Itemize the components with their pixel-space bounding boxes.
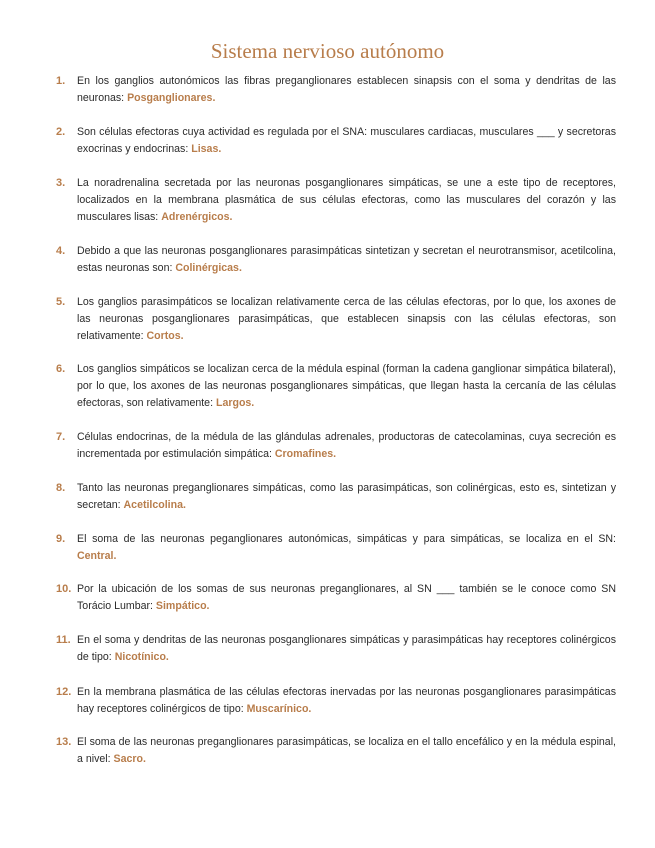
question-text: Células endocrinas, de la médula de las glándulas adrenales, productoras de catecolaminas, cuya secreción es incrementada por estimulación simpática: bbox=[77, 431, 616, 460]
question-text: Por la ubicación de los somas de sus neuronas preganglionares, al SN ___ también se le conoce como SN Torácio Lumbar: bbox=[77, 583, 616, 612]
answer-text: Cortos. bbox=[146, 330, 184, 342]
list-item bbox=[56, 294, 616, 345]
answer-text: Acetilcolina. bbox=[123, 499, 186, 511]
list-item bbox=[56, 581, 616, 615]
item-number: 6. bbox=[56, 363, 66, 375]
item-number: 3. bbox=[56, 177, 66, 189]
list-item bbox=[56, 361, 616, 412]
item-text bbox=[77, 243, 616, 277]
item-text bbox=[77, 734, 616, 768]
page-title: Sistema nervioso autónomo bbox=[210, 39, 445, 63]
answer-text: Sacro. bbox=[113, 753, 146, 765]
question-text: El soma de las neuronas peganglionares autonómicas, simpáticas y para simpáticas, se localiza en el SN: bbox=[77, 533, 616, 545]
question-text: En el soma y dendritas de las neuronas posganglionares simpáticas y parasimpáticas hay receptores colinérgicos de tipo: bbox=[77, 634, 616, 663]
question-text: Los ganglios parasimpáticos se localizan relativamente cerca de las células efectoras, por lo que, los axones de las neuronas posganglionares parasimpáticas, que establecen sinapsis con las células efectoras, son relativamente: bbox=[77, 296, 616, 342]
answer-text: Colinérgicas. bbox=[175, 262, 242, 274]
list-item bbox=[56, 632, 616, 666]
item-text bbox=[77, 294, 616, 345]
item-text bbox=[77, 581, 616, 615]
item-number: 9. bbox=[56, 533, 66, 545]
item-text bbox=[77, 684, 616, 718]
item-number: 1. bbox=[56, 75, 66, 87]
item-text bbox=[77, 73, 616, 107]
item-number: 2. bbox=[56, 126, 66, 138]
answer-text: Posganglionares. bbox=[127, 92, 216, 104]
answer-text: Muscarínico. bbox=[246, 703, 312, 715]
question-text: El soma de las neuronas preganglionares parasimpáticas, se localiza en el tallo encefálico y en la médula espinal, a nivel: bbox=[77, 736, 616, 765]
answer-text: Cromafines. bbox=[274, 448, 337, 460]
answer-text: Nicotínico. bbox=[114, 651, 169, 663]
question-text: En los ganglios autonómicos las fibras preganglionares establecen sinapsis con el soma y dendritas de las neuronas: bbox=[77, 75, 616, 104]
list-item bbox=[56, 480, 616, 514]
item-text bbox=[77, 361, 616, 412]
item-text bbox=[77, 175, 616, 226]
item-number: 11. bbox=[56, 634, 71, 646]
question-text: Tanto las neuronas preganglionares simpáticas, como las parasimpáticas, son colinérgicas, esto es, sintetizan y secretan: bbox=[77, 482, 616, 511]
list-item bbox=[56, 734, 616, 768]
question-text: Debido a que las neuronas posganglionares parasimpáticas sintetizan y secretan el neurotransmisor, acetilcolina, estas neuronas son: bbox=[77, 245, 616, 274]
item-text bbox=[77, 632, 616, 666]
item-number: 12. bbox=[56, 686, 72, 698]
answer-text: Lisas. bbox=[191, 143, 222, 155]
answer-text: Simpático. bbox=[155, 600, 210, 612]
list-item bbox=[56, 684, 616, 718]
list-item bbox=[56, 429, 616, 463]
item-number: 5. bbox=[56, 296, 66, 308]
answer-text: Central. bbox=[77, 550, 117, 562]
answer-text: Largos. bbox=[215, 397, 255, 409]
question-text: Los ganglios simpáticos se localizan cerca de la médula espinal (forman la cadena ganglionar simpática bilateral), por lo que, los axones de las neuronas posganglionares simpáticas, que llegan hasta la cercanía de las células efectoras, son relativamente: bbox=[77, 363, 616, 409]
question-text: Son células efectoras cuya actividad es regulada por el SNA: musculares cardiacas, musculares ___ y secretoras exocrinas y endocrinas: bbox=[77, 126, 616, 155]
list-item bbox=[56, 73, 616, 107]
question-text: En la membrana plasmática de las células efectoras inervadas por las neuronas posganglionares parasimpáticas hay receptores colinérgicos de tipo: bbox=[77, 686, 616, 715]
item-number: 4. bbox=[56, 245, 66, 257]
item-text bbox=[77, 429, 616, 463]
question-text: La noradrenalina secretada por las neuronas posganglionares simpáticas, se une a este tipo de receptores, localizados en la membrana plasmática de sus células efectoras, como las musculares del corazón y las musculares lisas: bbox=[77, 177, 616, 223]
item-text bbox=[77, 480, 616, 514]
item-number: 10. bbox=[56, 583, 72, 595]
item-text bbox=[77, 531, 616, 565]
item-text bbox=[77, 124, 616, 158]
item-number: 7. bbox=[56, 431, 66, 443]
item-number: 13. bbox=[56, 736, 72, 748]
list-item bbox=[56, 124, 616, 158]
item-number: 8. bbox=[56, 482, 66, 494]
list-item bbox=[56, 243, 616, 277]
list-item bbox=[56, 531, 616, 565]
answer-text: Adrenérgicos. bbox=[161, 211, 233, 223]
list-item bbox=[56, 175, 616, 226]
